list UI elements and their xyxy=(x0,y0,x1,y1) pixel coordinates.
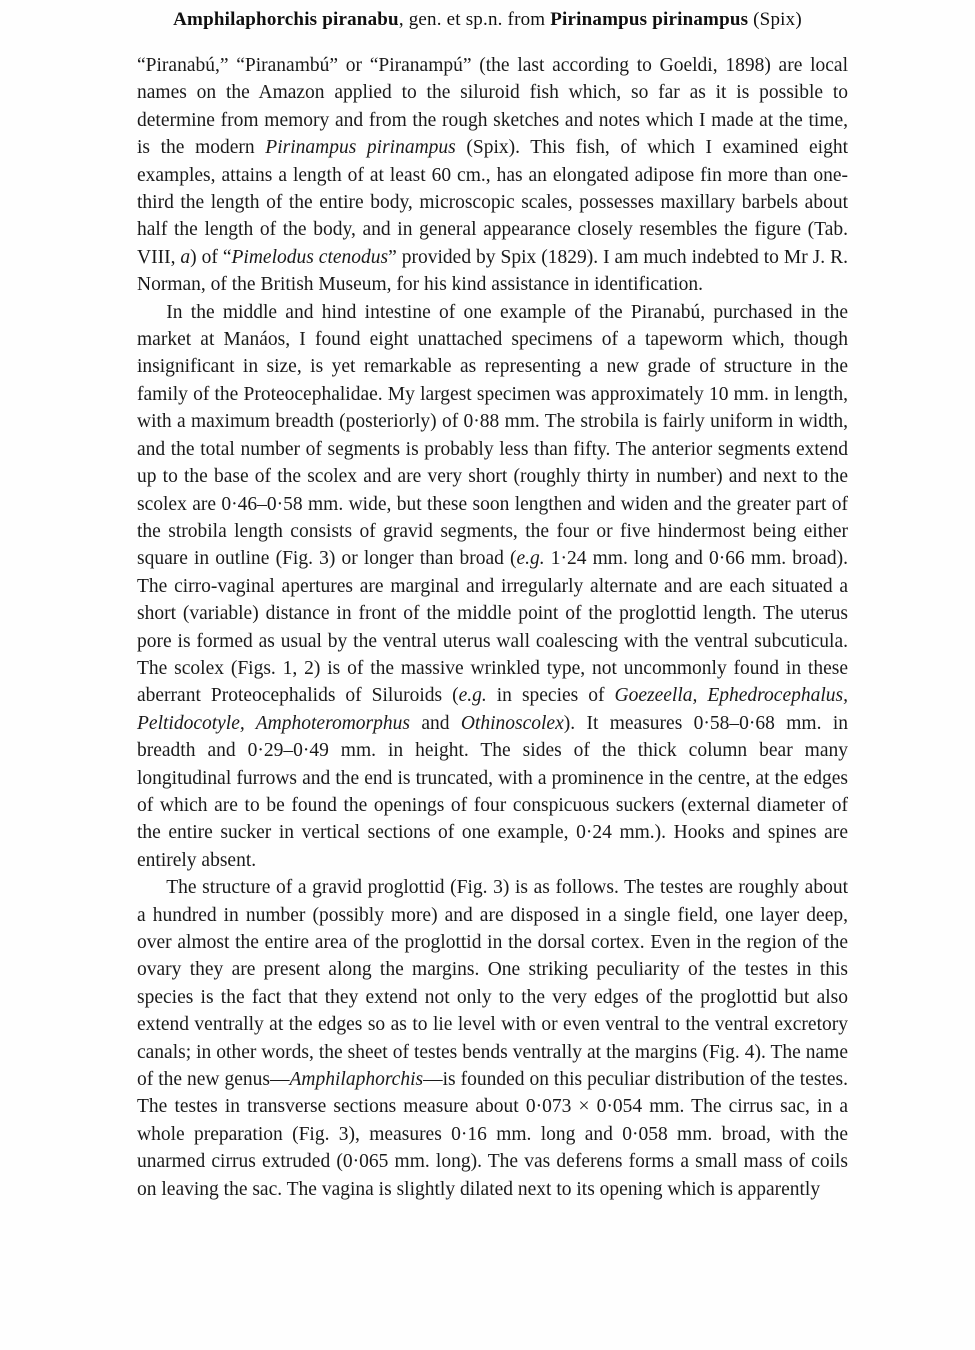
text-run: e.g. xyxy=(458,685,487,707)
text-run: and xyxy=(409,712,461,734)
paragraph-1 xyxy=(137,52,848,299)
text-run: Goezeella, Ephedrocephalus, Peltidocotyle, Amphoteromorphus xyxy=(137,685,848,734)
text-run: , gen. et sp.n. from xyxy=(398,9,551,30)
text-run: a xyxy=(180,246,191,268)
text-run: e.g. xyxy=(516,548,545,570)
text-run: In the middle and hind intestine of one example of the Piranabú, purchased in the market at Manáos, I found eight unattached specimens of a tapeworm which, though insignificant in size, is yet remarkable as representing a new grade of structure in the family of the Proteocephalidae. My largest specimen was approximately 10 mm. in length, with a maximum breadth (posteriorly) of 0·88 mm. The strobila is fairly uniform in width, and the total number of segments is probably less than fifty. The anterior segments extend up to the base of the scolex and are very short (roughly thirty in number) and next to the scolex are 0·46–0·58 mm. wide, but these soon lengthen and widen and the greater part of the strobila length consists of gravid segments, the four or five hindermost being either square in outline (Fig. 3) or longer than broad ( xyxy=(137,301,848,570)
text-run: ) of “ xyxy=(190,246,232,268)
text-run: ” provided by Spix (1829). I am much indebted to Mr J. R. Norman, of the British Museum, for his kind assistance in identification. xyxy=(137,246,848,296)
text-run: Amphilaphorchis xyxy=(289,1069,424,1091)
paragraph-3 xyxy=(137,874,848,1203)
text-run: Pirinampus pirinampus xyxy=(265,137,456,159)
paragraph-2 xyxy=(137,299,848,875)
page-title xyxy=(0,0,975,31)
text-run: —is founded on this peculiar distribution of the testes. The testes in transverse sections measure about 0·073 × 0·054 mm. The cirrus sac, in a whole preparation (Fig. 3), measures 0·16 mm. long and 0·058 mm. broad, with the unarmed cirrus extruded (0·065 mm. long). The vas deferens forms a small mass of coils on leaving the sac. The vagina is slightly dilated next to its opening which is apparently xyxy=(137,1069,848,1200)
text-run: “Piranabú,” “Piranambú” or “Piranampú” (the last according to Goeldi, 1898) are local names on the Amazon applied to the siluroid fish which, so far as it is possible to determine from memory and from the rough sketches and notes which I made at the time, is the modern xyxy=(137,55,848,159)
article-body xyxy=(0,52,975,1203)
text-run: ). It measures 0·58–0·68 mm. in breadth and 0·29–0·49 mm. in height. The sides of the thick column bear many longitudinal furrows and the end is truncated, with a prominence in the centre, at the edges of which are to be found the openings of four conspicuous suckers (external diameter of the entire sucker in vertical sections of one example, 0·24 mm.). Hooks and spines are entirely absent. xyxy=(137,712,848,871)
text-run: The structure of a gravid proglottid (Fig. 3) is as follows. The testes are roughly about a hundred in number (possibly more) and are disposed in a single field, one layer deep, over almost the entire area of the proglottid in the dorsal cortex. Even in the region of the ovary they are present along the margins. One striking peculiarity of the testes in this species is the fact that they extend not only to the very edges of the proglottid but also extend ventrally at the edges so as to lie level with or even ventral to the ventral excretory canals; in other words, the sheet of testes bends ventrally at the margins (Fig. 4). The name of the new genus— xyxy=(137,877,848,1091)
text-run: Othinoscolex xyxy=(460,712,564,734)
text-run: Pimelodus ctenodus xyxy=(231,246,389,268)
text-run: Pirinampus pirinampus xyxy=(550,9,749,30)
text-run: 1·24 mm. long and 0·66 mm. broad). The cirro-vaginal apertures are marginal and irregularly alternate and are each situated a short (variable) distance in front of the middle point of the proglottid length. The uterus pore is formed as usual by the ventral uterus wall coalescing with the ventral subcuticula. The scolex (Figs. 1, 2) is of the massive wrinkled type, not uncommonly found in these aberrant Proteocephalids of Siluroids ( xyxy=(137,548,849,707)
text-run: (Spix) xyxy=(748,9,802,30)
text-run: (Spix). This fish, of which I examined eight examples, attains a length of at least 60 cm., has an elongated adipose fin more than one-third the length of the entire body, microscopic scales, possesses maxillary barbels about half the length of the body, and in general appearance closely resembles the figure (Tab. VIII, xyxy=(137,137,849,268)
text-run: Amphilaphorchis piranabu xyxy=(173,9,399,30)
text-run: in species of xyxy=(486,685,615,707)
